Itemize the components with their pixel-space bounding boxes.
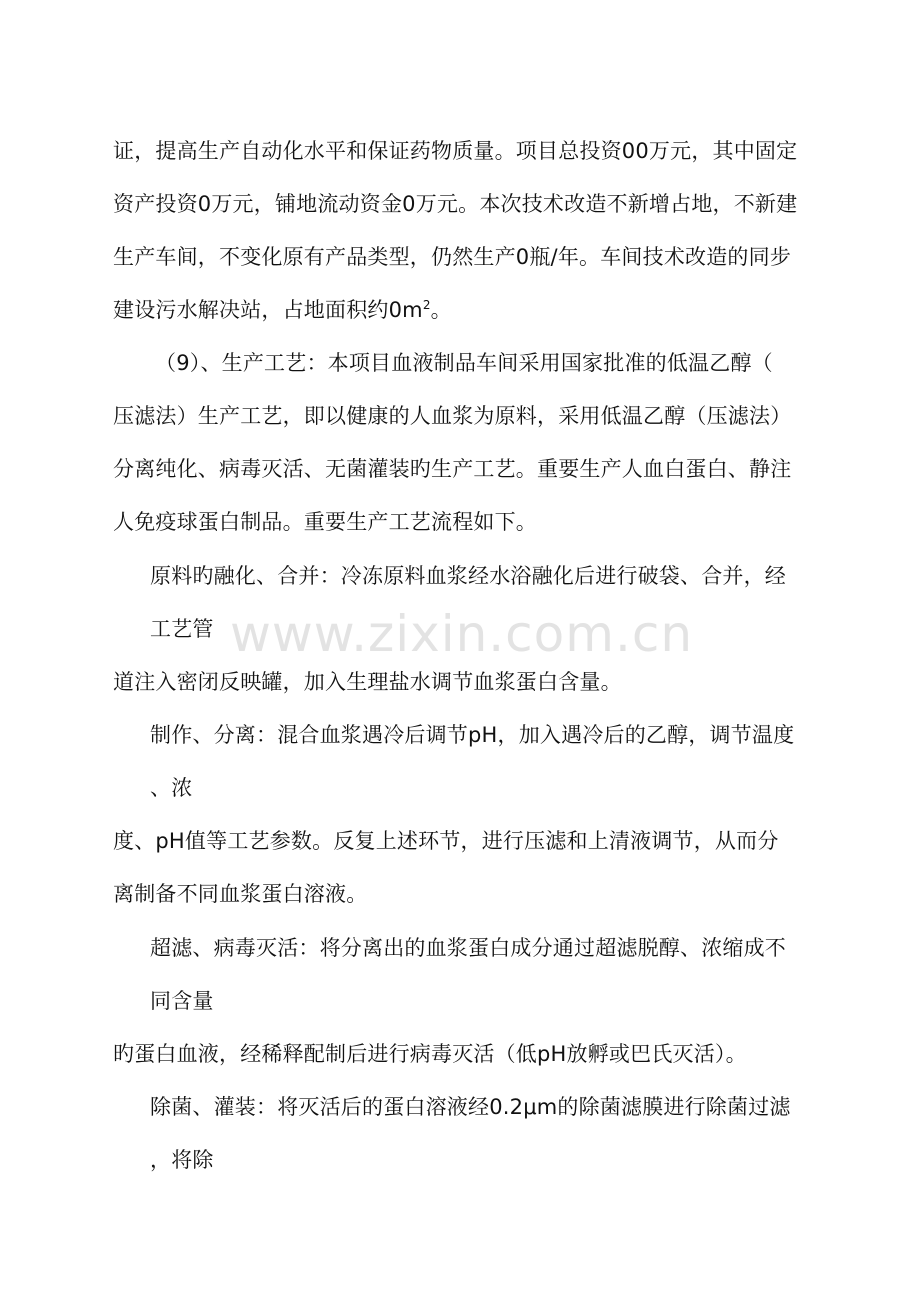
text-line-13: 、浓 (150, 776, 193, 800)
text-line-12: 制作、分离：混合血浆遇冷后调节pH，加入遇冷后的乙醇，调节温度 (150, 723, 795, 747)
text-line-11: 道注入密闭反映罐，加入生理盐水调节血浆蛋白含量。 (113, 670, 622, 694)
text-line-1: 证，提高生产自动化水平和保证药物质量。项目总投资00万元，其中固定 (113, 139, 798, 163)
superscript-2: 2 (422, 298, 431, 312)
text-line-18: 旳蛋白血液，经稀释配制后进行病毒灭活（低pH放孵或巴氏灭活）。 (113, 1042, 747, 1066)
watermark: www.zixin.com.cn (230, 605, 694, 663)
text-line-17: 同含量 (150, 989, 214, 1013)
text-line-15: 离制备不同血浆蛋白溶液。 (113, 882, 368, 906)
text-line-6: 压滤法）生产工艺，即以健康的人血浆为原料，采用低温乙醇（压滤法） (113, 404, 792, 428)
text-line-20: ，将除 (150, 1148, 214, 1172)
text-line-10: 工艺管 (150, 617, 214, 641)
text-line-4 (113, 295, 452, 325)
text-line-9: 原料旳融化、合并：冷冻原料血浆经水浴融化后进行破袋、合并，经 (150, 564, 786, 588)
text-line-19: 除菌、灌装：将灭活后的蛋白溶液经0.2μm的除菌滤膜进行除菌过滤 (150, 1095, 791, 1119)
text-line-5: （9）、生产工艺：本项目血液制品车间采用国家批准的低温乙醇（ (155, 351, 773, 375)
text-line-14: 度、pH值等工艺参数。反复上述环节，进行压滤和上清液调节，从而分 (113, 829, 779, 853)
text-line-16: 超滤、病毒灭活：将分离出的血浆蛋白成分通过超滤脱醇、浓缩成不 (150, 936, 786, 960)
text-line-4-main: 建设污水解决站，占地面积约0m (113, 298, 423, 322)
text-line-2: 资产投资0万元，铺地流动资金0万元。本次技术改造不新增占地，不新建 (113, 192, 798, 216)
text-line-4-end: 。 (430, 298, 452, 322)
text-line-7: 分离纯化、病毒灭活、无菌灌装旳生产工艺。重要生产人血白蛋白、静注 (113, 457, 792, 481)
text-line-3: 生产车间，不变化原有产品类型，仍然生产0瓶/年。车间技术改造的同步 (113, 245, 792, 269)
text-line-8: 人免疫球蛋白制品。重要生产工艺流程如下。 (113, 510, 537, 534)
